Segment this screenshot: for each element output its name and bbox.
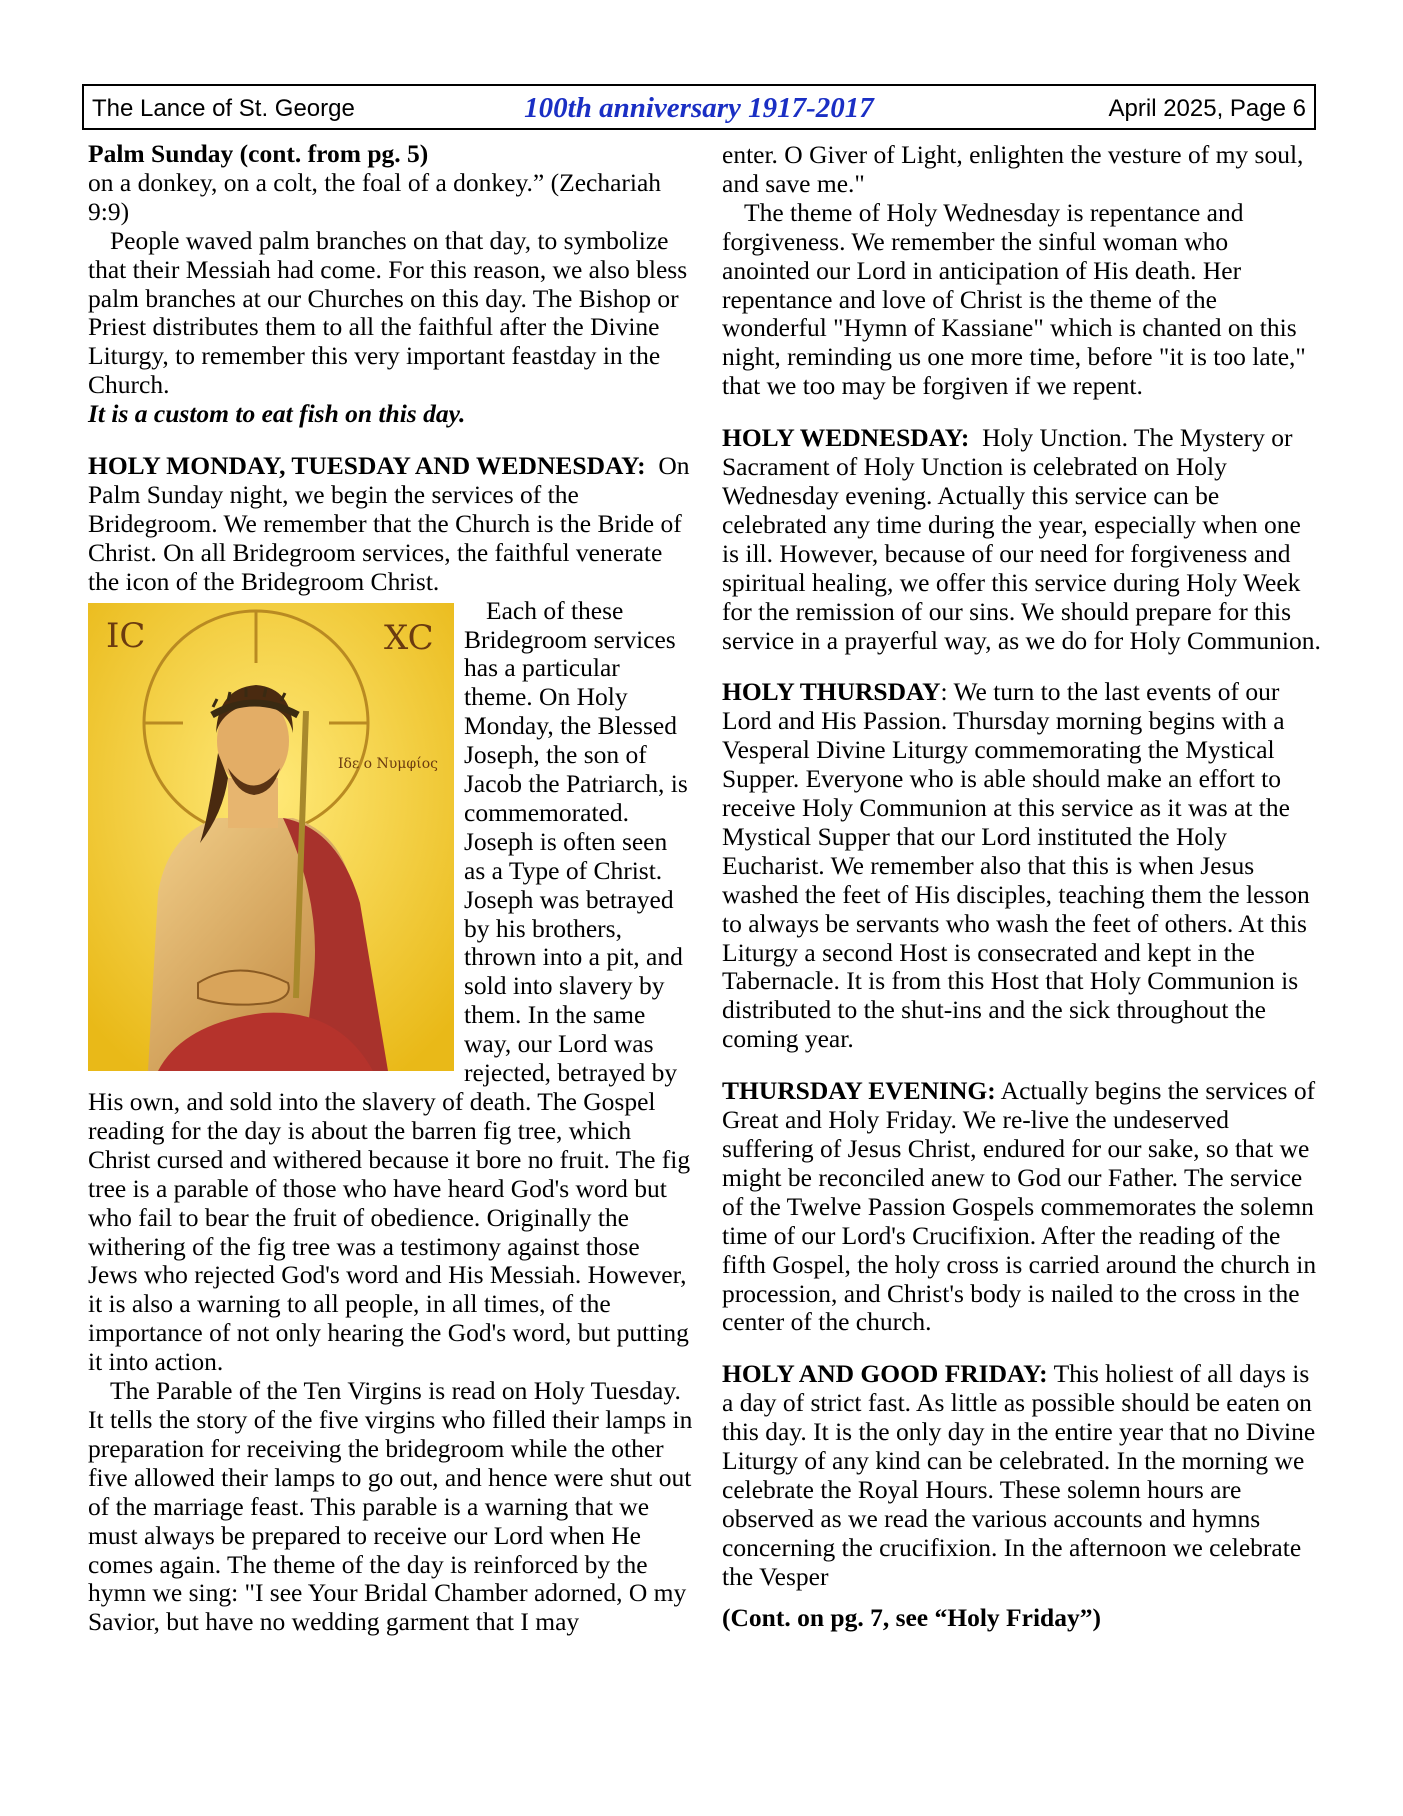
icon-label-ic: IC [106,615,146,656]
holy-thursday-text: : We turn to the last events of our Lord and His Passion. Thursday morning begins with a Vesperal Divine Liturgy commemorating the Mystical Supper. Everyone who is able should make an effort to receive Holy Communion at this service as it was at the Mystical Supper that our Lord instituted the Holy Eucharist. We remember also that this is when Jesus washed the feet of His disciples, teaching them the lesson to always be servants who wash the feet of others. At this Liturgy a second Host is consecrated and kept in the Tabernacle. It is from this Host that Holy Communion is distributed to the shut-ins and the sick throughout the coming year. [722,677,1310,1054]
palm-sunday-paragraph: People waved palm branches on that day, to symbolize that their Messiah had come. For this reason, we also bless palm branches at our Churches on this day. The Bishop or Priest distributes them to all the faithful after the Divine Liturgy, to remember this very important feastday in the Church. [88,225,688,400]
thursday-evening-text: Actually begins the services of Great and Holy Friday. We re-live the undeserved suffering of Jesus Christ, endured for our sake, so that we might be reconciled anew to God our Father. The service of the Twelve Passion Gospels commemorates the solemn time of our Lord's Crucifixion. After the reading of the fifth Gospel, the holy cross is carried around the church in procession, and Christ's body is nailed to the cross in the center of the church. [722,1076,1317,1337]
ten-virgins-paragraph: The Parable of the Ten Virgins is read on Holy Tuesday. It tells the story of the five virgins who filled their lamps in preparation for receiving the bridegroom while the other five allowed their lamps to go out, and hence were shut out of the marriage feast. This parable is a warning that we must always be prepared to receive our Lord when He comes again. The theme of the day is reinforced by the hymn we sing: "I see Your Bridal Chamber adorned, O my Savior, but have no wedding garment that I may [88,1376,693,1637]
holy-wednesday-heading: HOLY WEDNESDAY: [722,423,970,453]
holy-mon-tue-wed-section [88,452,693,597]
holy-wednesday-section [722,424,1322,655]
icon-side-inscription: Ιδε ο Νυμφίος [338,755,438,772]
palm-sunday-heading: Palm Sunday (cont. from pg. 5) [88,139,429,168]
right-column [722,141,1322,1633]
fish-custom-note: It is a custom to eat fish on this day. [88,399,466,429]
holy-mon-tue-wed-heading: HOLY MONDAY, TUESDAY AND WEDNESDAY: [88,451,646,481]
holy-mon-tue-wed-text: On Palm Sunday night, we begin the services of the Bridegroom. We remember that the Church is the Bride of Christ. On all Bridegroom services, the faithful venerate the icon of the Bridegroom Christ. [88,451,690,596]
bridegroom-themes-paragraph: Each of these Bridegroom services has a particular theme. On Holy Monday, the Blessed Joseph, the son of Jacob the Patriarch, is commemorated. Joseph is often seen as a Type of Christ. Joseph was betrayed by his brothers, thrown into a pit, and sold into slavery by them. In the same way, our Lord was rejected, betrayed by His own, and sold into the slavery of death. The Gospel reading for the day is about the barren fig tree, which Christ cursed and withered because it bore no fruit. The fig tree is a parable of those who have heard God's word but who fail to bear the fruit of obedience. Originally the withering of the fig tree was a testimony against those Jews who rejected God's word and His Messiah. However, it is also a warning to all people, in all times, of the importance of not only hearing the God's word, but putting it into action. [88,595,691,1377]
hymn-continuation: enter. O Giver of Light, enlighten the vesture of my soul, and save me." [722,140,1304,198]
holy-wednesday-text: Holy Unction. The Mystery or Sacrament of Holy Unction is celebrated on Holy Wednesday evening. Actually this service can be celebrated any time during the year, especially when one is ill. However, because of our need for forgiveness and spiritual healing, we offer this service during Holy Week for the remission of our sins. We should prepare for this service in a prayerful way, as we do for Holy Communion. [722,423,1321,655]
bridegroom-icon-image [88,603,454,1071]
holy-thursday-section [722,678,1322,1054]
good-friday-section [722,1360,1322,1591]
icon-label-xc: XC [384,617,434,658]
publication-title: The Lance of St. George [92,95,355,122]
left-column [88,140,693,1637]
continued-note: (Cont. on pg. 7, see “Holy Friday”) [722,1602,1101,1632]
palm-sunday-quote: on a donkey, on a colt, the foal of a donkey.” (Zechariah 9:9) [88,167,662,226]
holy-thursday-heading: HOLY THURSDAY [722,677,941,707]
anniversary-banner: 100th anniversary 1917-2017 [524,92,874,124]
thursday-evening-section [722,1077,1322,1337]
good-friday-heading: HOLY AND GOOD FRIDAY: [722,1359,1048,1389]
page-header [82,84,1316,130]
good-friday-text: This holiest of all days is a day of strict fast. As little as possible should be eaten on this day. It is the only day in the entire year that no Divine Liturgy of any kind can be celebrated. In the morning we celebrate the Royal Hours. These solemn hours are observed as we read the various accounts and hymns concerning the crucifixion. In the afternoon we celebrate the Vesper [722,1359,1316,1591]
date-page-number: April 2025, Page 6 [1108,95,1306,122]
thursday-evening-heading: THURSDAY EVENING: [722,1076,996,1106]
holy-wednesday-theme: The theme of Holy Wednesday is repentance and forgiveness. We remember the sinful woman who anointed our Lord in anticipation of His death. Her repentance and love of Christ is the theme of the wonderful "Hymn of Kassiane" which is chanted on this night, reminding us one more time, before "it is too late," that we too may be forgiven if we repent. [722,197,1306,401]
